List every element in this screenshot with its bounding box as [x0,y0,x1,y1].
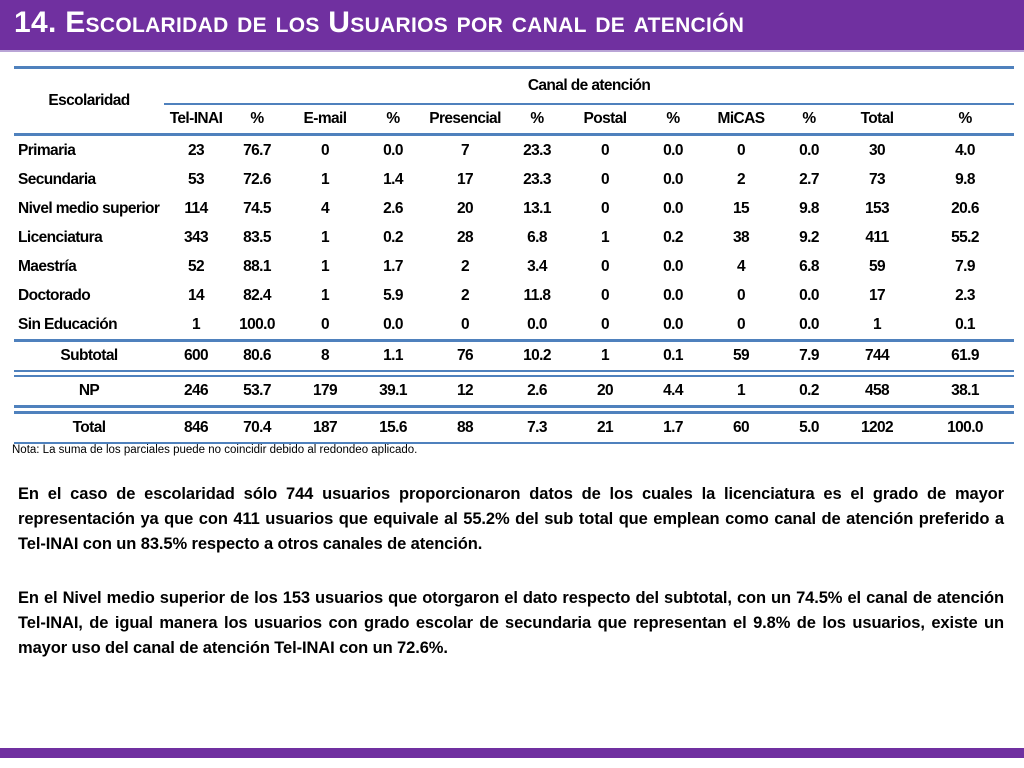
table-cell: 246 [164,376,228,407]
table-cell: 1 [320,228,330,246]
slide-title: 14. Escolaridad de los Usuarios por canal de atención [14,6,745,39]
column-header: Presencial [422,104,508,135]
table-cell: 4.0 [955,141,975,159]
table-cell: 343 [183,228,209,246]
table-cell: 9.8 [955,170,975,188]
table-cell: 0.2 [383,228,403,246]
table-cell: 17 [868,286,886,304]
row-label: Primaria [18,141,76,159]
table-cell: 15.6 [364,413,422,444]
column-header: MiCAS [702,104,780,135]
table-cell: 0 [320,141,330,159]
table-cell: 2.7 [799,170,819,188]
table-cell: 82.4 [243,286,271,304]
table-cell: 80.6 [228,341,286,372]
table-cell: 1 [872,315,882,333]
table-row [14,223,1014,252]
table-cell: 60 [702,413,780,444]
table-cell: 7.9 [780,341,838,372]
table-cell: 1 [702,376,780,407]
table-cell: 179 [286,376,364,407]
table-cell: 1.7 [383,257,403,275]
row-label: NP [14,376,164,407]
table-cell: 53.7 [228,376,286,407]
column-header: Postal [566,104,644,135]
table-cell: 1 [320,170,330,188]
table-cell: 2 [460,286,470,304]
table-cell: 2 [460,257,470,275]
table-cell: 28 [456,228,474,246]
bottom-bar [0,748,1024,758]
table-cell: 0 [600,257,610,275]
row-label: Sin Educación [18,315,117,333]
table-note: Nota: La suma de los parciales puede no coincidir debido al redondeo aplicado. [12,444,418,456]
table-cell: 0 [736,286,746,304]
subtotal-row [14,341,1014,372]
table-cell: 9.8 [799,199,819,217]
table-cell: 0 [736,315,746,333]
table-cell: 70.4 [228,413,286,444]
table-cell: 76 [422,341,508,372]
table-cell: 20 [566,376,644,407]
table-cell: 0.1 [955,315,975,333]
column-header: % [228,104,286,135]
table-cell: 1 [191,315,201,333]
table-cell: 0.2 [663,228,683,246]
table-row [14,135,1014,166]
table-cell: 17 [456,170,474,188]
table-cell: 0.0 [383,315,403,333]
table-cell: 0 [600,286,610,304]
table-cell: 38 [732,228,750,246]
table-cell: 0.0 [663,286,683,304]
table-cell: 1202 [838,413,916,444]
table-cell: 600 [164,341,228,372]
table-cell: 0 [736,141,746,159]
table-summary [14,341,1014,444]
table-cell: 0.0 [663,257,683,275]
table-cell: 15 [732,199,750,217]
table-cell: 23 [187,141,205,159]
table-cell: 458 [838,376,916,407]
table-cell: 6.8 [799,257,819,275]
table-cell: 0 [600,199,610,217]
title-bar [0,0,1024,52]
table-row [14,281,1014,310]
table-cell: 5.0 [780,413,838,444]
column-header: % [508,104,566,135]
table-cell: 3.4 [527,257,547,275]
table-row [14,310,1014,341]
table-cell: 0.0 [663,315,683,333]
table-cell: 20 [456,199,474,217]
table-cell: 88 [422,413,508,444]
table-cell: 2.6 [383,199,403,217]
table-cell: 74.5 [243,199,271,217]
table-cell: 0 [600,170,610,188]
table-cell: 83.5 [243,228,271,246]
table-cell: 61.9 [916,341,1014,372]
table-cell: 72.6 [243,170,271,188]
row-label: Maestría [18,257,77,275]
table-cell: 1 [320,257,330,275]
table-cell: 20.6 [951,199,979,217]
row-label: Total [14,413,164,444]
table-cell: 9.2 [799,228,819,246]
table-cell: 1.7 [644,413,702,444]
table-cell: 2.3 [955,286,975,304]
table-cell: 4 [736,257,746,275]
table-cell: 0 [600,315,610,333]
table-cell: 0.0 [799,315,819,333]
table-cell: 0 [320,315,330,333]
row-label: Subtotal [14,341,164,372]
table-cell: 0.0 [799,141,819,159]
table-row [14,252,1014,281]
table-cell: 1 [320,286,330,304]
table-cell: 0 [460,315,470,333]
table-cell: 55.2 [951,228,979,246]
total-row [14,413,1014,444]
table-cell: 7.9 [955,257,975,275]
table-cell: 23.3 [523,170,551,188]
row-label: Nivel medio superior [18,199,160,217]
column-header: Total [838,104,916,135]
np-row [14,376,1014,407]
table-cell: 76.7 [243,141,271,159]
table-row [14,194,1014,223]
table-cell: 53 [187,170,205,188]
table-cell: 6.8 [527,228,547,246]
column-header: % [364,104,422,135]
table-cell: 39.1 [364,376,422,407]
table-cell: 0 [600,141,610,159]
column-header: Tel-INAI [164,104,228,135]
table-cell: 1.4 [383,170,403,188]
table-cell: 21 [566,413,644,444]
column-header: % [644,104,702,135]
table-cell: 4.4 [644,376,702,407]
table-cell: 1 [600,228,610,246]
table-cell: 0.2 [780,376,838,407]
table-cell: 4 [320,199,330,217]
corner-header: Escolaridad [14,68,164,135]
table-cell: 10.2 [508,341,566,372]
row-label: Licenciatura [18,228,103,246]
table-cell: 2 [736,170,746,188]
table-cell: 73 [868,170,886,188]
table-cell: 0.0 [663,199,683,217]
table-cell: 0.0 [663,170,683,188]
table-container [14,66,1014,444]
table-cell: 187 [286,413,364,444]
table-cell: 744 [838,341,916,372]
table-row [14,165,1014,194]
table-cell: 1.1 [364,341,422,372]
table-cell: 0.1 [644,341,702,372]
table-cell: 13.1 [523,199,551,217]
table-cell: 2.6 [508,376,566,407]
table-cell: 0.0 [799,286,819,304]
table-cell: 59 [868,257,886,275]
table-cell: 0.0 [383,141,403,159]
table-cell: 52 [187,257,205,275]
table-cell: 411 [865,228,889,246]
column-header: E-mail [286,104,364,135]
table-cell: 0.0 [527,315,547,333]
table-cell: 38.1 [916,376,1014,407]
table-cell: 30 [868,141,886,159]
table-cell: 100.0 [916,413,1014,444]
table-cell: 0.0 [663,141,683,159]
table-cell: 846 [164,413,228,444]
table-cell: 8 [286,341,364,372]
paragraph-licenciatura: En el caso de escolaridad sólo 744 usuarios proporcionaron datos de los cuales la licenciatura es el grado de mayor representación ya que con 411 usuarios que equivale al 55.2% del sub total que emplean como canal de atención preferido a Tel-INAI con un 83.5% respecto a otros canales de atención. [18,485,1004,553]
group-header: Canal de atención [164,68,1014,105]
row-label: Secundaria [18,170,96,188]
header-row-columns [14,104,1014,135]
table-cell: 114 [184,199,208,217]
column-header: % [780,104,838,135]
table-cell: 153 [864,199,890,217]
table-cell: 14 [187,286,205,304]
table-cell: 7 [460,141,470,159]
table-cell: 7.3 [508,413,566,444]
table-cell: 100.0 [239,315,275,333]
table-cell: 23.3 [523,141,551,159]
column-header: % [916,104,1014,135]
table-body [14,135,1014,341]
table-cell: 11.8 [523,286,551,304]
row-label: Doctorado [18,286,91,304]
header-row-group [14,68,1014,105]
escolaridad-table [14,66,1014,444]
table-cell: 1 [566,341,644,372]
table-cell: 88.1 [243,257,271,275]
table-cell: 12 [422,376,508,407]
paragraph-nivel-medio: En el Nivel medio superior de los 153 usuarios que otorgaron el dato respecto del subtotal, con un 74.5% el canal de atención Tel-INAI, de igual manera los usuarios con grado escolar de secundaria que representan el 9.8% de los usuarios, existe un mayor uso del canal de atención Tel-INAI con un 72.6%. [18,589,1004,657]
table-cell: 59 [702,341,780,372]
table-cell: 5.9 [383,286,403,304]
